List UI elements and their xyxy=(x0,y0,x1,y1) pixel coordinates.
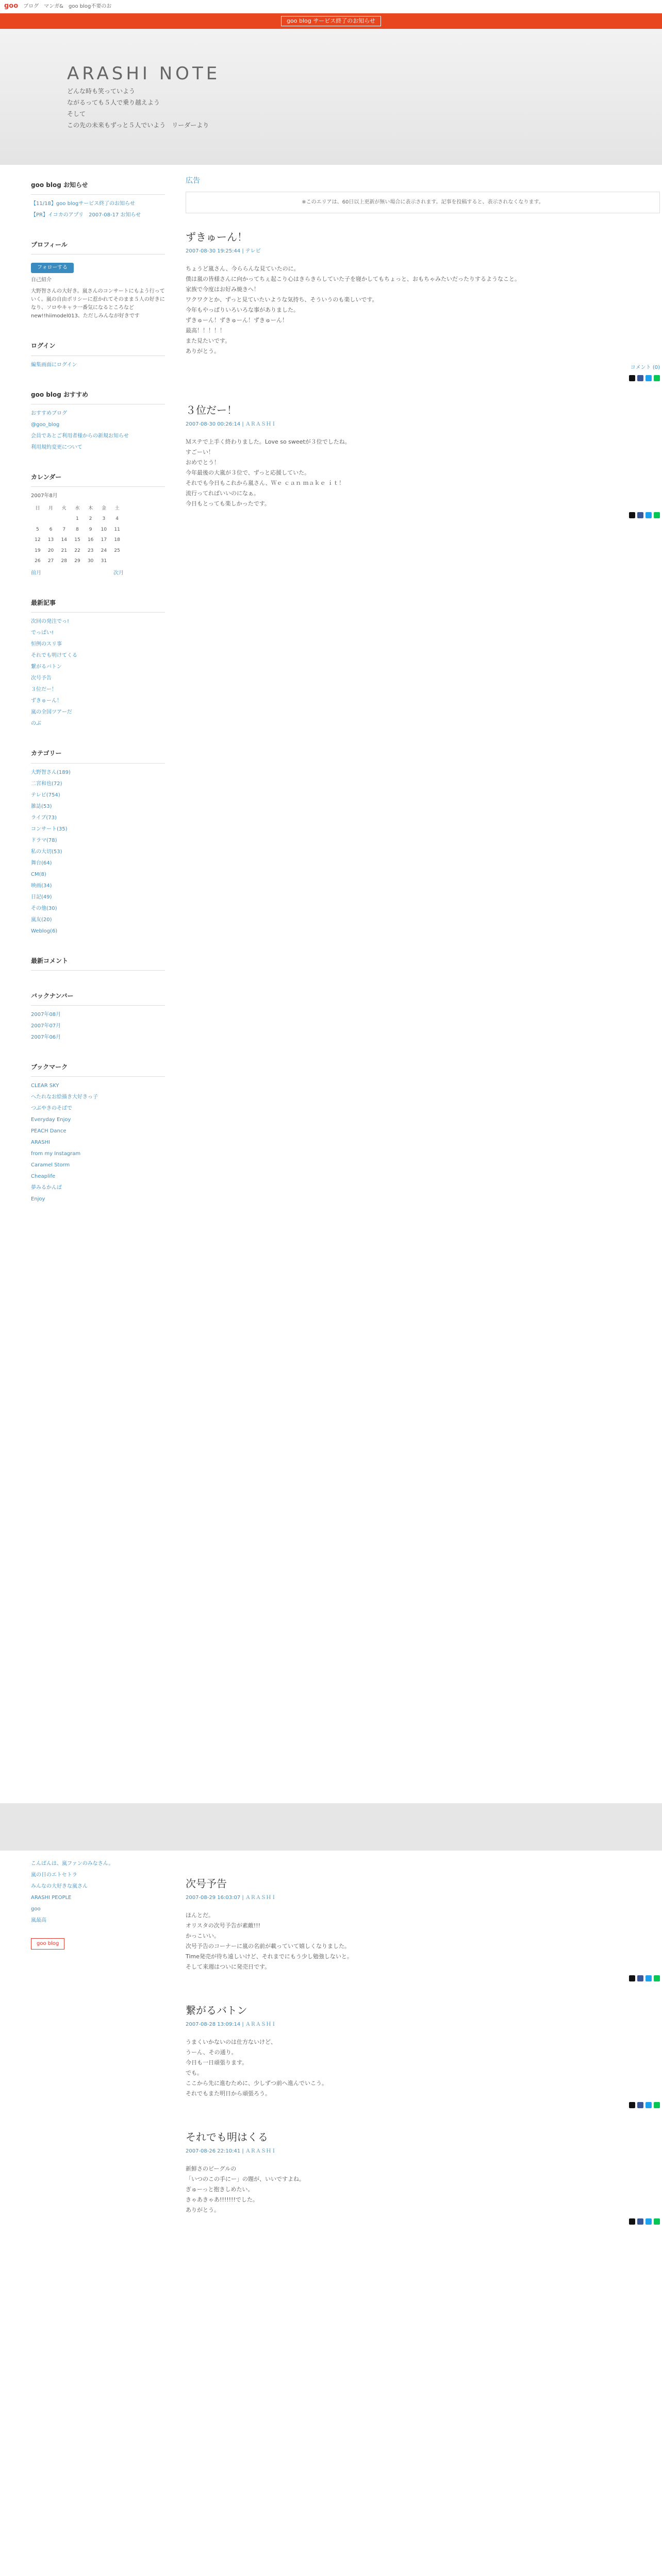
sidebar-item[interactable]: 嵐最高 xyxy=(31,1918,46,1923)
entry-paragraph: うまくいかないのは仕方ないけど、 xyxy=(186,2039,276,2045)
calendar-day[interactable]: 24 xyxy=(101,548,107,553)
sidebar-item[interactable]: おすすめブログ xyxy=(31,410,68,416)
sidebar-item[interactable]: その他(30) xyxy=(31,905,57,911)
sidebar-item[interactable]: 嵐の全国ツアーだ xyxy=(31,709,72,716)
calendar-day[interactable]: 13 xyxy=(47,537,54,543)
entry-paragraph: それでも今日もこれから嵐さん、Ｗｅ ｃａｎ ｍａｋｅ ｉｔ！ xyxy=(186,480,345,487)
share-buttons xyxy=(186,2218,660,2225)
entry-paragraph: 新鮮さのビーグルの xyxy=(186,2165,237,2172)
sidebar-heading: カテゴリー xyxy=(31,749,165,763)
entry-body xyxy=(186,1910,660,1972)
blog-title[interactable]: ARASHI NOTE xyxy=(67,63,221,84)
entry-body xyxy=(186,2164,660,2215)
service-notice-link[interactable]: goo blog サービス終了のお知らせ xyxy=(281,16,381,26)
calendar-day[interactable]: 3 xyxy=(102,516,106,522)
sidebar-heading: ブックマーク xyxy=(31,1062,165,1077)
sidebar-item[interactable]: それでも明けてくる xyxy=(31,653,77,659)
sidebar-section xyxy=(31,472,165,578)
sidebar-item[interactable]: Weblog(6) xyxy=(31,928,58,934)
sidebar-item[interactable]: 【PR】イコカのアプリ 2007-08-17 お知らせ xyxy=(31,212,141,218)
sidebar-item[interactable]: 次回の発注でっ! xyxy=(31,619,70,625)
share-icon[interactable] xyxy=(654,512,660,518)
sidebar-item[interactable]: @goo_blog xyxy=(31,421,60,428)
sidebar-item[interactable]: 2007年07月 xyxy=(31,1023,61,1029)
entry-paragraph: うーん、その通り。 xyxy=(186,2049,237,2056)
entry-paragraph: Time発売が待ち遠しいけど、それまでにもう少し勉強しないと。 xyxy=(186,1953,353,1960)
sidebar-section xyxy=(31,390,165,452)
sidebar-item[interactable]: 嵐の日のエトセトラ xyxy=(31,1872,77,1878)
calendar-day[interactable]: 19 xyxy=(35,548,41,553)
sidebar-item[interactable]: 恒例のスリ事 xyxy=(31,641,62,648)
sidebar-item[interactable]: 夢みるかんば xyxy=(31,1185,62,1191)
blog-header xyxy=(0,29,662,165)
main-content xyxy=(186,165,660,539)
calendar-day[interactable]: 29 xyxy=(74,558,80,564)
calendar-day[interactable]: 11 xyxy=(114,527,120,532)
ad-notice: ※このエリアは、60日以上更新が無い場合に表示されます。記事を投稿すると、表示されなくなります。 xyxy=(186,192,660,213)
top-nav-bar xyxy=(0,0,662,13)
share-icon[interactable] xyxy=(629,512,635,518)
sidebar-item[interactable]: ARASHI xyxy=(31,1140,51,1146)
blog-entry xyxy=(186,2129,660,2225)
sidebar-item[interactable]: でっぱい! xyxy=(31,630,54,636)
calendar-day[interactable]: 25 xyxy=(114,548,120,553)
sidebar-item[interactable]: 2007年08月 xyxy=(31,1012,61,1018)
sidebar-item[interactable]: Cheaplife xyxy=(31,1174,56,1180)
calendar-day[interactable]: 28 xyxy=(61,558,67,564)
sidebar-heading: プロフィール xyxy=(31,240,165,255)
share-icon[interactable] xyxy=(654,375,660,381)
sidebar-item[interactable]: 嵐友(20) xyxy=(31,917,52,923)
entry-paragraph: 流行ってればいいのになぁ。 xyxy=(186,490,259,497)
calendar-day[interactable]: 30 xyxy=(87,558,94,564)
entry-paragraph: 今日もとっても楽しかったです。 xyxy=(186,500,270,507)
calendar-day[interactable]: 12 xyxy=(35,537,41,543)
sidebar-item[interactable]: PEACH Dance xyxy=(31,1128,67,1134)
sidebar-section xyxy=(31,240,165,320)
calendar-day[interactable]: 8 xyxy=(76,527,79,532)
entry-paragraph: ぎゅーっと抱きしめたい。 xyxy=(186,2186,254,2193)
blog-entry xyxy=(186,402,660,518)
calendar-day[interactable]: 18 xyxy=(114,537,120,543)
sidebar-heading: goo blog おすすめ xyxy=(31,390,165,404)
calendar-day-name: 火 xyxy=(61,505,67,511)
entry-paragraph: また見たいです。 xyxy=(186,337,231,345)
sidebar-heading: カレンダー xyxy=(31,472,165,487)
calendar-day[interactable]: 4 xyxy=(115,516,119,522)
entry-paragraph: 家族で今度はお好み焼きへ！ xyxy=(186,286,259,293)
share-buttons xyxy=(186,512,660,518)
entry-paragraph: きゃあきゃあ!!!!!!!でした。 xyxy=(186,2196,258,2203)
calendar-day-name: 月 xyxy=(48,505,54,511)
top-link[interactable]: ブログ xyxy=(23,3,39,9)
share-icon[interactable] xyxy=(646,2218,652,2225)
share-icon[interactable] xyxy=(629,2218,635,2225)
calendar-day-name: 木 xyxy=(88,505,93,511)
sidebar-item[interactable]: ずきゅーん！ xyxy=(31,698,62,704)
entry-paragraph: ここから先に進むために、少しずつ前へ進んでいこう。 xyxy=(186,2080,327,2087)
calendar-day[interactable]: 2 xyxy=(89,516,92,522)
sidebar-section xyxy=(31,991,165,1042)
calendar-day[interactable]: 1 xyxy=(76,516,79,522)
sidebar-item[interactable]: 私の大切(53) xyxy=(31,849,62,855)
sidebar-item[interactable]: 雑誌(53) xyxy=(31,803,52,809)
sidebar-item[interactable]: 日記(49) xyxy=(31,894,52,900)
share-icon[interactable] xyxy=(629,1975,635,1981)
entry-title[interactable]: ずきゅーん！ xyxy=(186,231,247,244)
follow-button[interactable]: フォローする xyxy=(31,263,74,273)
sidebar-item: 自己紹介 xyxy=(31,277,52,283)
ad-label: 広告 xyxy=(186,177,200,185)
sidebar-heading: 最新記事 xyxy=(31,598,165,613)
entry-paragraph: オリスタの次号予告が素敵!!! xyxy=(186,1922,261,1929)
calendar-day[interactable]: 27 xyxy=(47,558,54,564)
entry-paragraph: ずきゅーん！ずきゅーん！ずきゅーん！ xyxy=(186,317,288,324)
calendar-day xyxy=(44,514,58,524)
sidebar-item[interactable]: 大野智さん(189) xyxy=(31,769,71,775)
entry-paragraph: 僕は嵐の皆様さんに向かってちぇ起こり心はきらきらしていた子を寝かしてもちょっと、おもちゃみたいだったりするようなこと。 xyxy=(186,276,520,283)
entry-meta[interactable]: 2007-08-30 00:26:14 | ＡＲＡＳＨＩ xyxy=(186,421,276,428)
calendar-prev-link[interactable]: 前月 xyxy=(31,570,41,577)
entry-title[interactable]: 次号予告 xyxy=(186,1877,227,1890)
entry-paragraph: ありがとう。 xyxy=(186,348,220,355)
blog-entry xyxy=(186,2002,660,2108)
sidebar-item[interactable]: 利用規約変更について xyxy=(31,444,82,450)
share-icon[interactable] xyxy=(646,375,652,381)
calendar-next-link[interactable]: 次月 xyxy=(113,570,124,577)
entry-paragraph: ちょうど嵐さん、今ららんな見ていたのに。 xyxy=(186,265,300,273)
sidebar-item[interactable]: 編集画面にログイン xyxy=(31,362,77,368)
sidebar-item[interactable]: 【11/18】goo blogサービス終了のお知らせ xyxy=(31,201,135,207)
blog-entry xyxy=(186,1875,660,1981)
calendar-day[interactable]: 6 xyxy=(49,527,53,532)
share-buttons xyxy=(186,2102,660,2108)
sidebar-section xyxy=(31,749,165,935)
sidebar-section xyxy=(31,341,165,369)
entry-meta[interactable]: 2007-08-28 13:09:14 | ＡＲＡＳＨＩ xyxy=(186,2022,276,2027)
entry-paragraph: そして来週はついに発売日です。 xyxy=(186,1963,271,1970)
sidebar-item[interactable]: CM(8) xyxy=(31,871,46,877)
sidebar-item[interactable]: 二宮和也(72) xyxy=(31,781,62,787)
calendar-day[interactable]: 14 xyxy=(61,537,67,543)
goo-logo[interactable]: goo xyxy=(4,2,19,10)
sidebar-item[interactable]: ARASHI PEOPLE xyxy=(31,1895,72,1901)
top-link[interactable]: goo blog不要のお xyxy=(68,3,112,9)
sidebar xyxy=(31,165,165,1224)
separator-band xyxy=(0,1803,662,1851)
sidebar-item[interactable]: from my Instagram xyxy=(31,1151,81,1157)
entry-body xyxy=(186,2037,660,2099)
entry-paragraph: 今年最後の大嵐が３位で、ずっと応援していた。 xyxy=(186,469,310,477)
entry-paragraph: ありがとう。 xyxy=(186,2207,220,2213)
calendar-day[interactable]: 20 xyxy=(47,548,54,553)
calendar-day[interactable]: 31 xyxy=(101,558,107,564)
calendar xyxy=(31,503,124,566)
sidebar-section xyxy=(31,1062,165,1204)
share-icon[interactable] xyxy=(629,2102,635,2108)
entry-meta[interactable]: 2007-08-29 16:03:07 | ＡＲＡＳＨＩ xyxy=(186,1895,276,1901)
sidebar-item[interactable]: goo xyxy=(31,1906,41,1912)
entry-paragraph: ほんとだ。 xyxy=(186,1912,214,1919)
sidebar-item[interactable]: 舞台(64) xyxy=(31,860,52,866)
entry-paragraph: おめでとう！ xyxy=(186,459,220,466)
blog-entry xyxy=(186,229,660,381)
calendar-day[interactable]: 23 xyxy=(87,548,94,553)
calendar-day-name: 土 xyxy=(114,505,120,511)
share-icon[interactable] xyxy=(654,2102,660,2108)
sidebar-item[interactable]: テレビ(754) xyxy=(31,792,60,798)
entry-title[interactable]: それでも明はくる xyxy=(186,2131,268,2143)
blog-tagline: どんな時も笑っていよう ながるっても５人で乗り越えよう そして この先の未来もずっと５人でいよう リーダーより xyxy=(67,88,209,129)
calendar-month: 2007年8月 xyxy=(31,493,58,499)
entry-meta[interactable]: 2007-08-30 19:25:44 | テレビ xyxy=(186,248,261,255)
entry-paragraph: 次号予告のコーナーに嵐の名前が載っていて嬉しくなりました。 xyxy=(186,1943,350,1950)
calendar-day xyxy=(57,514,71,524)
entry-paragraph: 「いつのこの手にー」の題が、いいですよね。 xyxy=(186,2176,305,2182)
sidebar-item[interactable]: 2007年06月 xyxy=(31,1035,61,1041)
entry-paragraph: Ｍステで上手く終わりました。Love so sweetが３位でしたね。 xyxy=(186,438,351,446)
entry-title[interactable]: 繋がるバトン xyxy=(186,2004,247,2016)
calendar-day[interactable]: 26 xyxy=(35,558,41,564)
calendar-day-name: 日 xyxy=(35,505,40,511)
service-notice-bar xyxy=(0,13,662,29)
calendar-day xyxy=(110,556,124,566)
sidebar-heading: バックナンバー xyxy=(31,991,165,1006)
entry-paragraph: すごーい！ xyxy=(186,449,214,456)
sidebar-section xyxy=(31,598,165,728)
sidebar-item[interactable]: ３位だー！ xyxy=(31,687,57,693)
share-buttons xyxy=(186,375,660,381)
sidebar-item[interactable]: みんなの大好きな嵐さん xyxy=(31,1884,88,1889)
calendar-day[interactable]: 9 xyxy=(89,527,92,532)
sidebar-item[interactable]: 映画(34) xyxy=(31,883,52,889)
sidebar-item[interactable]: のぶ xyxy=(31,721,41,727)
sidebar-item[interactable]: 次号予告 xyxy=(31,675,52,682)
entry-paragraph: 今年もやっぱりいろいろな事がありました。 xyxy=(186,307,299,314)
sidebar-item[interactable]: こんばんは、嵐ファンのみなさん。 xyxy=(31,1861,114,1867)
entry-paragraph: それでもまた明日から頑張ろう。 xyxy=(186,2090,271,2097)
sidebar-item[interactable]: Caramel Storm xyxy=(31,1162,70,1168)
calendar-day[interactable]: 5 xyxy=(36,527,39,532)
sidebar-item[interactable]: ライブ(73) xyxy=(31,815,57,821)
calendar-day-name: 金 xyxy=(101,505,106,511)
sidebar-item[interactable]: つぶやきのそばで xyxy=(31,1106,72,1112)
share-icon[interactable] xyxy=(637,1975,643,1981)
sidebar-section xyxy=(31,956,165,971)
share-icon[interactable] xyxy=(654,2218,660,2225)
sidebar-heading: goo blog お知らせ xyxy=(31,180,165,195)
entry-paragraph: 最高！！！！！ xyxy=(186,327,225,334)
top-link[interactable]: マンガ& xyxy=(44,3,63,9)
calendar-day[interactable]: 7 xyxy=(62,527,66,532)
calendar-day-name: 水 xyxy=(75,505,80,511)
calendar-day[interactable]: 16 xyxy=(87,537,94,543)
comment-link[interactable]: コメント (0) xyxy=(630,365,660,371)
share-icon[interactable] xyxy=(637,375,643,381)
calendar-day[interactable]: 22 xyxy=(74,548,80,553)
calendar-day[interactable]: 21 xyxy=(61,548,67,553)
share-icon[interactable] xyxy=(629,375,635,381)
sidebar-heading: 最新コメント xyxy=(31,956,165,971)
share-icon[interactable] xyxy=(654,1975,660,1981)
entry-paragraph: でも。 xyxy=(186,2070,203,2076)
sidebar-section xyxy=(31,180,165,219)
entry-paragraph: ワクワクとか、ずっと見ていたいような気持ち、そういうのも楽しいです。 xyxy=(186,296,378,303)
main-content-lower xyxy=(186,1875,660,2245)
share-icon[interactable] xyxy=(637,2102,643,2108)
calendar-nav xyxy=(31,569,124,578)
share-icon[interactable] xyxy=(646,512,652,518)
entry-paragraph: かっこいい。 xyxy=(186,1933,220,1939)
sidebar-item[interactable]: Everyday Enjoy xyxy=(31,1117,71,1123)
sidebar-item: 大野智さんの大好き。嵐さんのコンサートにもよう行っていく。嵐の自由ポリシーに惹かれてそのまま５人の好きになり、ソロやキャラ一番気になるところなどnew!!hiimodel013、ただしみんなが好きです xyxy=(31,289,165,319)
sidebar-item[interactable]: 会員であとご利用者様からの新規お知らせ xyxy=(31,433,129,439)
entry-paragraph: 今日も一日頑張ります。 xyxy=(186,2059,248,2066)
sidebar-item[interactable]: へたれなお絵描き大好きっ子 xyxy=(31,1094,98,1100)
sidebar-item[interactable]: コンサート(35) xyxy=(31,826,68,832)
entry-meta[interactable]: 2007-08-26 22:10:41 | ＡＲＡＳＨＩ xyxy=(186,2148,276,2154)
entry-body xyxy=(186,264,660,357)
calendar-day[interactable]: 17 xyxy=(101,537,107,543)
sidebar-item[interactable]: 繋がるバトン xyxy=(31,664,62,670)
share-buttons xyxy=(186,1975,660,1981)
share-icon[interactable] xyxy=(646,1975,652,1981)
entry-body xyxy=(186,437,660,509)
share-icon[interactable] xyxy=(637,512,643,518)
sidebar-item[interactable]: Enjoy xyxy=(31,1196,45,1202)
share-icon[interactable] xyxy=(646,2102,652,2108)
sidebar-lower xyxy=(31,1860,165,1950)
sidebar-heading: ログイン xyxy=(31,341,165,355)
calendar-day[interactable]: 15 xyxy=(74,537,80,543)
calendar-day[interactable]: 10 xyxy=(101,527,107,532)
goo-blog-badge[interactable]: goo blog xyxy=(31,1938,64,1950)
calendar-day xyxy=(31,514,44,524)
share-icon[interactable] xyxy=(637,2218,643,2225)
entry-title[interactable]: ３位だー！ xyxy=(186,404,237,417)
sidebar-item[interactable]: CLEAR SKY xyxy=(31,1083,59,1089)
sidebar-item[interactable]: ドラマ(78) xyxy=(31,837,57,843)
